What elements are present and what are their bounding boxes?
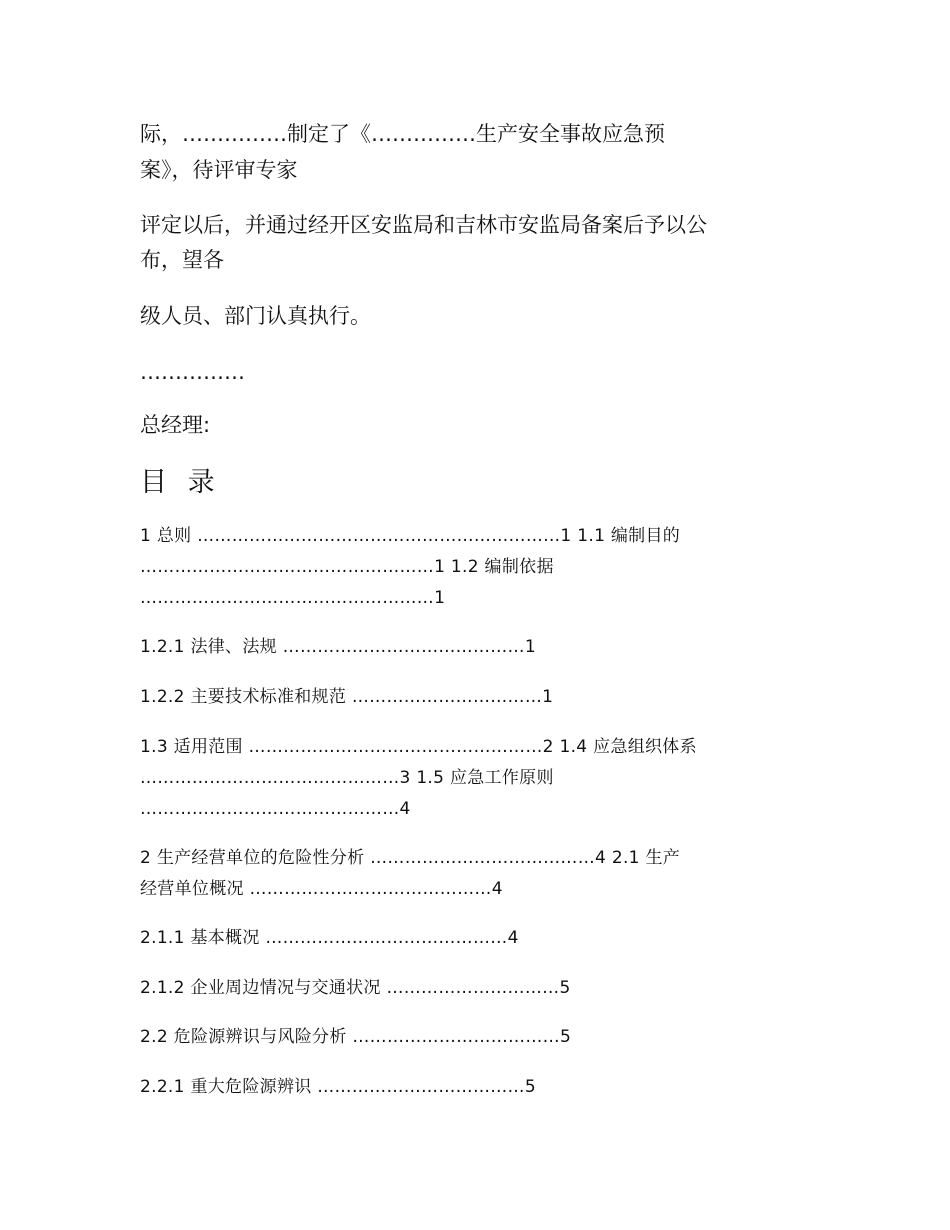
intro-dots: …………… bbox=[140, 360, 245, 384]
toc-line-6: 1.3 适用范围 ……………………………………………2 1.4 应急组织体系 bbox=[140, 737, 697, 757]
intro-line-2: 案》，待评审专家 bbox=[140, 158, 298, 182]
toc-line-3: ……………………………………………1 bbox=[140, 588, 446, 608]
intro-line-5: 级人员、部门认真执行。 bbox=[140, 304, 371, 328]
toc-line-11: 2.1.1 基本概况 ……………………………………4 bbox=[140, 928, 519, 948]
intro-line-3: 评定以后，并通过经开区安监局和吉林市安监局备案后予以公 bbox=[140, 213, 707, 237]
toc-title: 目 录 bbox=[140, 467, 221, 498]
intro-line-4: 布，望各 bbox=[140, 248, 224, 272]
toc-line-5: 1.2.2 主要技术标准和规范 ……………………………1 bbox=[140, 687, 554, 707]
toc-line-2: ……………………………………………1 1.2 编制依据 bbox=[140, 557, 554, 577]
toc-line-1: 1 总则 ………………………………………………………1 1.1 编制目的 bbox=[140, 526, 681, 546]
intro-line-1: 际，……………制定了《……………生产安全事故应急预 bbox=[140, 122, 665, 146]
toc-line-10: 经营单位概况 ……………………………………4 bbox=[140, 879, 503, 899]
signature-label: 总经理: bbox=[140, 413, 211, 437]
toc-line-4: 1.2.1 法律、法规 ……………………………………1 bbox=[140, 637, 536, 657]
toc-line-8: ………………………………………4 bbox=[140, 799, 411, 819]
toc-line-9: 2 生产经营单位的危险性分析 …………………………………4 2.1 生产 bbox=[140, 848, 681, 868]
toc-line-14: 2.2.1 重大危险源辨识 ………………………………5 bbox=[140, 1077, 536, 1097]
toc-line-12: 2.1.2 企业周边情况与交通状况 …………………………5 bbox=[140, 978, 571, 998]
toc-line-13: 2.2 危险源辨识与风险分析 ………………………………5 bbox=[140, 1027, 572, 1047]
toc-line-7: ………………………………………3 1.5 应急工作原则 bbox=[140, 768, 554, 788]
